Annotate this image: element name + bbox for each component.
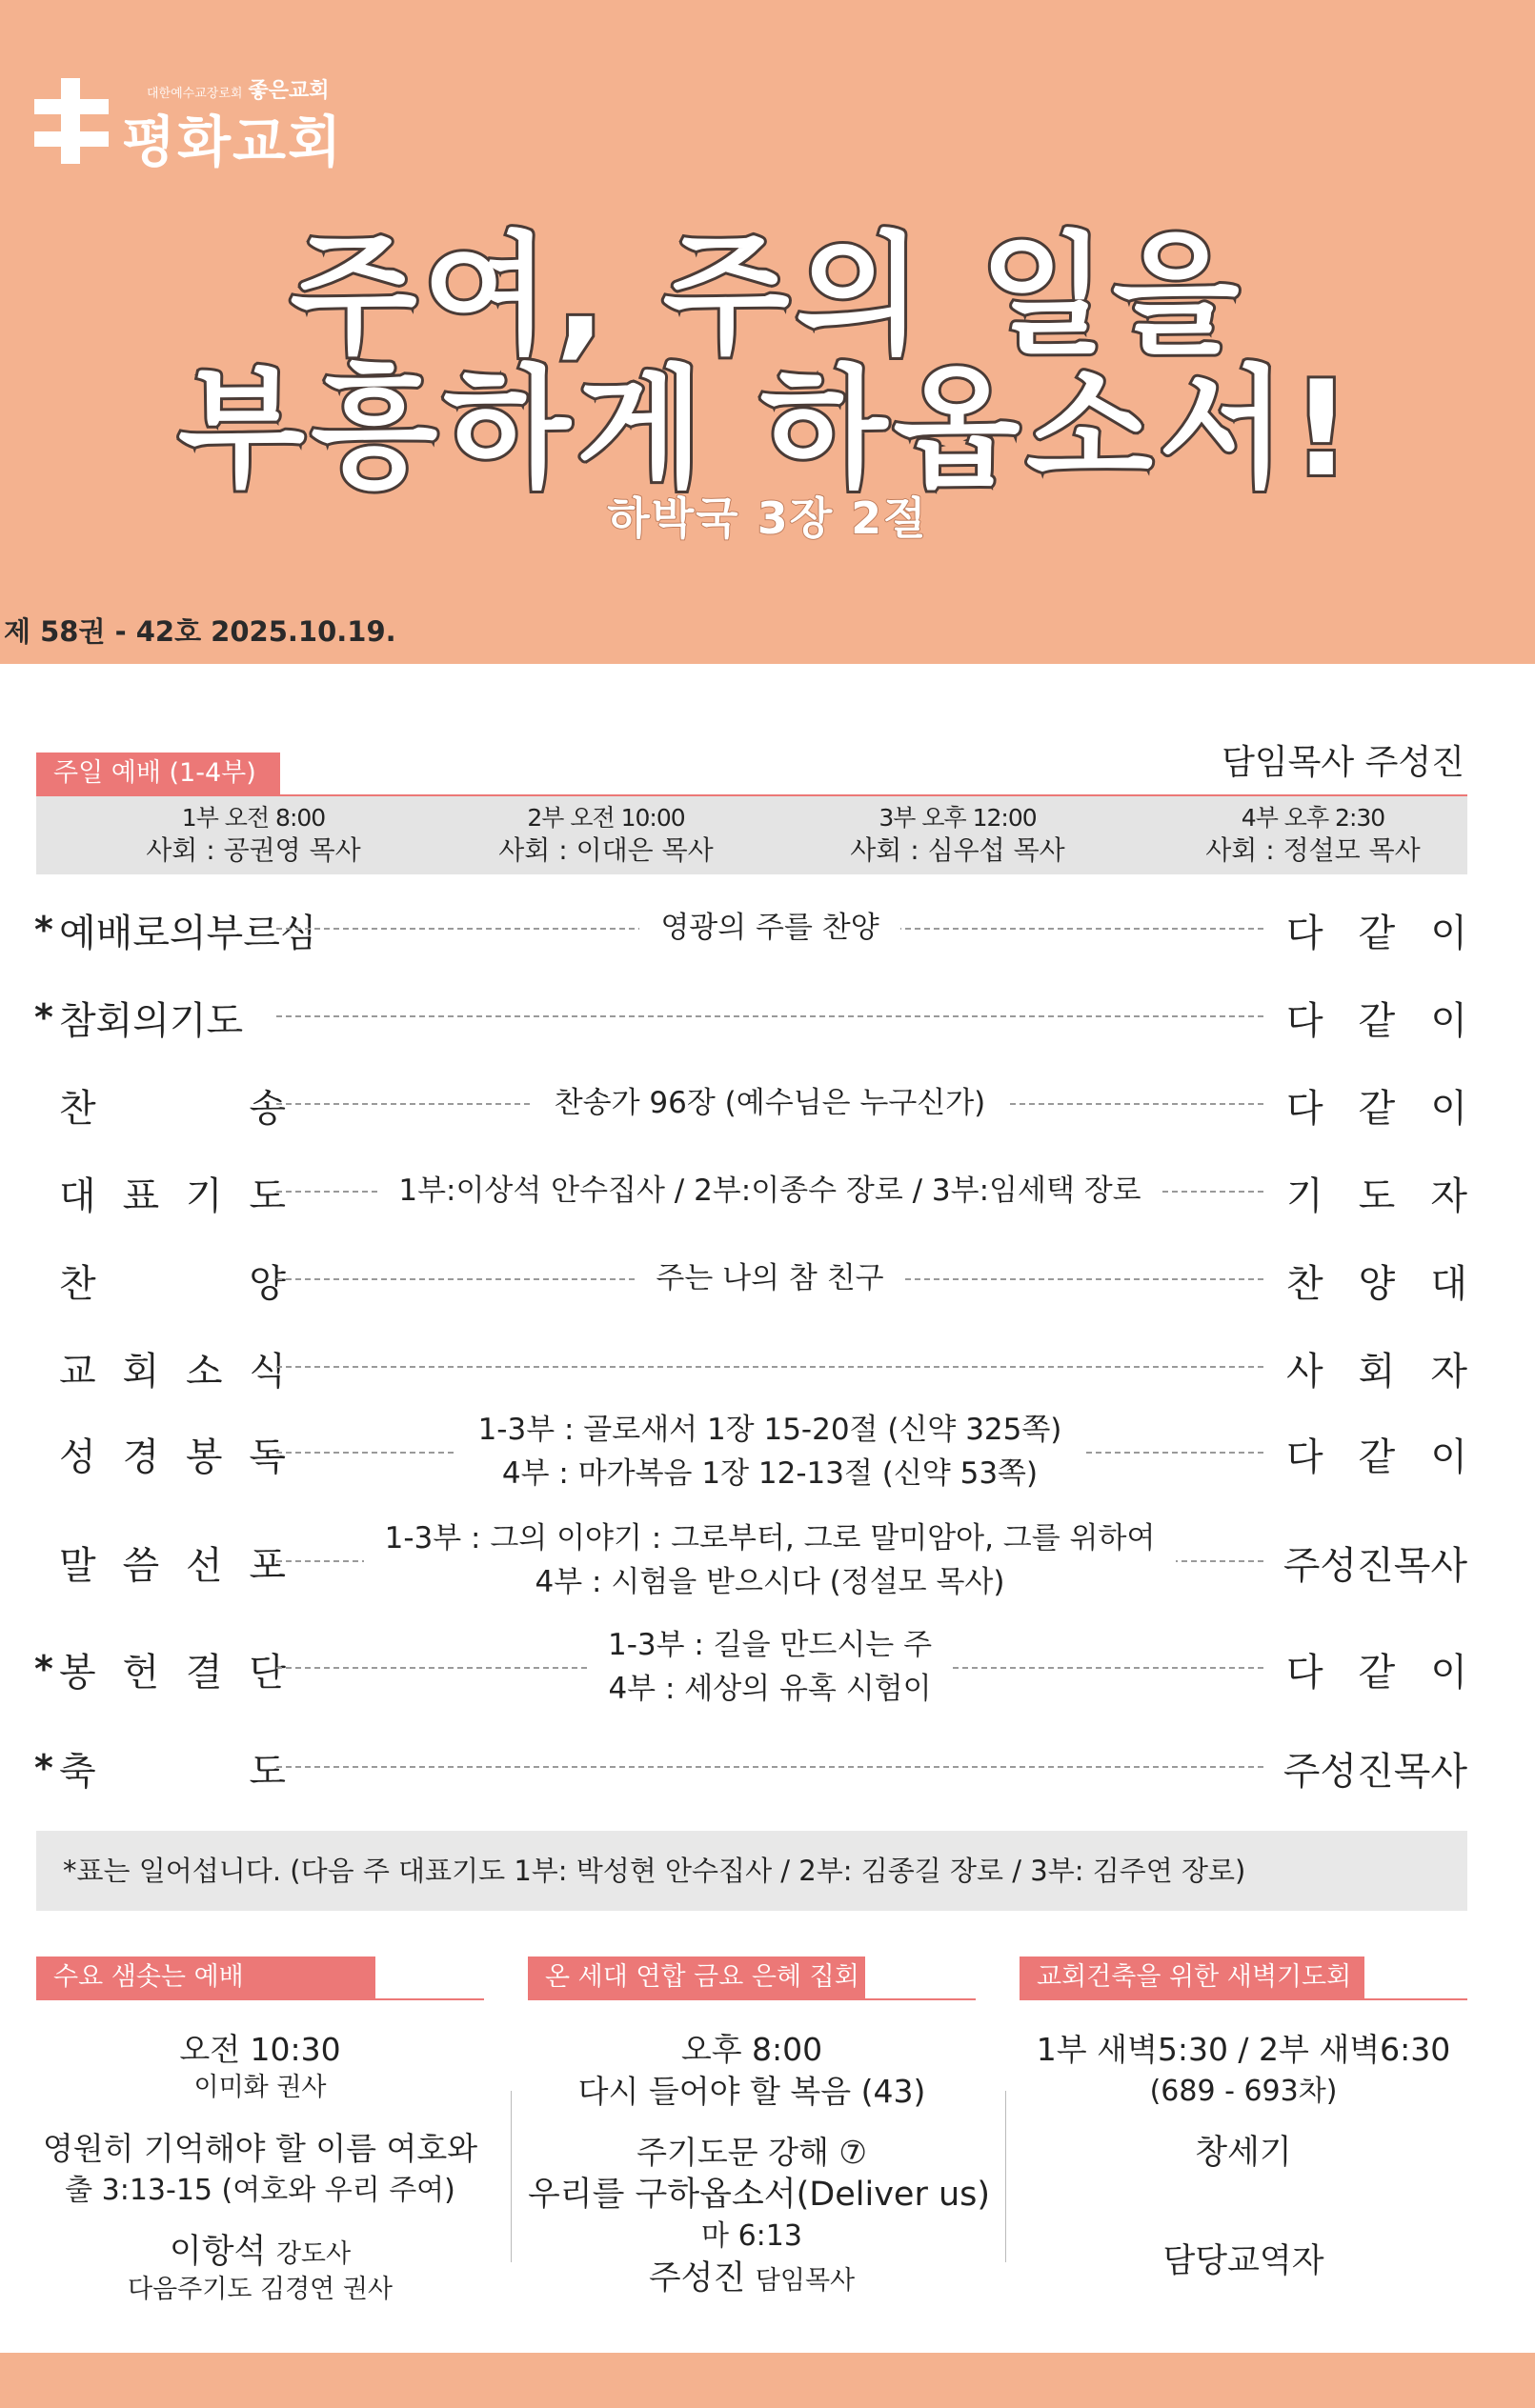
footer-band [0,2353,1535,2408]
order-label: 말 씀 선 포 [59,1544,286,1588]
section-rule [1020,1998,1467,2000]
order-row [36,1518,1467,1602]
order-responsible: 주성진목사 [1283,1544,1467,1588]
service-times [36,796,1467,874]
leader-dots [276,1366,1263,1368]
order-detail: 주는 나의 참 친구 [276,1256,1263,1300]
issue-info: 제 58권 - 42호 2025.10.19. [4,615,396,648]
order-responsible: 기 도 자 [1286,1174,1467,1218]
order-responsible: 다 같 이 [1286,1435,1467,1479]
order-detail: 영광의 주를 찬양 [276,906,1263,950]
order-row [36,1732,1467,1800]
order-row [36,1410,1467,1494]
church-logo [34,69,415,173]
senior-pastor: 담임목사 주성진 [1222,743,1464,782]
dawn-tag: 교회건축을 위한 새벽기도회 [1020,1956,1364,1998]
order-responsible: 다 같 이 [1286,1087,1467,1131]
order-detail: 1-3부 : 길을 만드시는 주 4부 : 세상의 유혹 시험이 [276,1623,1263,1711]
service-3: 3부 오후 12:00 사회 : 심우섭 목사 [850,804,1065,866]
section-rule [528,1998,976,2000]
dawn-prayer: 1부 새벽5:30 / 2부 새벽6:30 (689 - 693차) 창세기 담당교역자 [1036,2031,1451,2280]
order-responsible: 다 같 이 [1286,912,1467,955]
order-label: 봉 헌 결 단 [59,1651,286,1695]
church-name: 평화교회 [122,110,344,174]
denomination-label: 대한예수교장로회 좋은교회 [147,79,330,103]
order-row [36,1625,1467,1709]
order-label: 성 경 봉 독 [59,1435,286,1479]
sunday-worship-tag: 주일 예배 (1-4부) [36,752,280,794]
wednesday-tag: 수요 샘솟는 예배 [36,1956,375,1998]
order-label: 예배로의부르심 [59,912,317,955]
standing-marker: * [34,909,53,951]
friday-worship: 오후 8:00 다시 들어야 할 복음 (43) 주기도문 강해 ⑦ 우리를 구하옵소서(Deliver us) 마 6:13 주성진 담임목사 [528,2031,991,2298]
divider [511,2091,512,2262]
order-responsible: 다 같 이 [1286,999,1467,1043]
order-detail: 1-3부 : 그의 이야기 : 그로부터, 그로 말미암아, 그를 위하여 4부 : 시험을 받으시다 (정설모 목사) [276,1516,1263,1604]
order-row [36,1332,1467,1400]
cross-icon [34,78,109,164]
title-line-1: 주여, 주의 일을 [290,219,1245,372]
order-label: 교 회 소 식 [59,1350,286,1394]
order-label: 찬 양 [59,1262,286,1306]
order-row [36,1244,1467,1313]
order-label: 찬 송 [59,1087,286,1131]
wednesday-worship: 오전 10:30 이미화 권사 영원히 기억해야 할 이름 여호와 출 3:13-15 (여호와 우리 주여) 이항석 강도사 다음주기도 김경연 권사 [42,2031,478,2304]
friday-tag: 온 세대 연합 금요 은혜 집회 [528,1956,865,1998]
section-rule [36,1998,484,2000]
order-detail: 1-3부 : 골로새서 1장 15-20절 (신약 325쪽) 4부 : 마가복음 1장 12-13절 (신약 53쪽) [276,1408,1263,1495]
order-detail: 찬송가 96장 (예수님은 누구신가) [276,1081,1263,1125]
order-label: 참회의기도 [59,999,244,1043]
service-1: 1부 오전 8:00 사회 : 공권영 목사 [146,804,361,866]
title-verse: 하박국 3장 2절 [607,492,928,544]
order-row [36,893,1467,962]
order-responsible: 다 같 이 [1286,1651,1467,1695]
order-responsible: 사 회 자 [1286,1350,1467,1394]
standing-marker: * [34,996,53,1038]
order-row [36,981,1467,1050]
divider [1005,2091,1006,2262]
service-4: 4부 오후 2:30 사회 : 정설모 목사 [1205,804,1421,866]
standing-note: *표는 일어섭니다. (다음 주 대표기도 1부: 박성현 안수집사 / 2부: 김종길 장로 / 3부: 김주연 장로) [36,1831,1467,1911]
order-row [36,1156,1467,1225]
standing-marker: * [34,1648,53,1690]
order-row [36,1069,1467,1137]
order-label: 축 도 [59,1750,286,1794]
service-2: 2부 오전 10:00 사회 : 이대은 목사 [498,804,714,866]
standing-marker: * [34,1747,53,1789]
leader-dots [276,1766,1263,1768]
order-responsible: 찬 양 대 [1286,1262,1467,1306]
leader-dots [276,1015,1263,1017]
order-label: 대 표 기 도 [59,1174,286,1218]
order-detail: 1부:이상석 안수집사 / 2부:이종수 장로 / 3부:임세택 장로 [276,1169,1263,1213]
bulletin-header [0,0,1535,664]
order-responsible: 주성진목사 [1283,1750,1467,1794]
title-line-2: 부흥하게 하옵소서! [177,352,1358,506]
